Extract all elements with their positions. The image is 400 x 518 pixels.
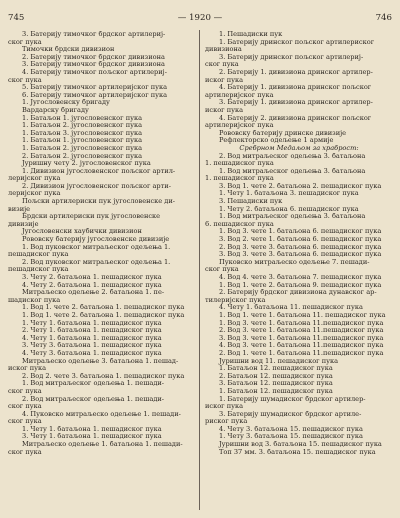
text-line: 3. Пешадиски пук bbox=[219, 198, 283, 206]
text-line: дивизиона bbox=[205, 46, 242, 54]
text-line: 1. Батаљон 2. југословенског пука bbox=[22, 144, 143, 152]
text-line: дивизије bbox=[8, 220, 39, 228]
text-line: 1. Батаљон 12. пешадиског пука bbox=[219, 387, 333, 395]
text-line: 4. Батерију 2. дивизиона дринског пољског bbox=[219, 114, 372, 122]
text-line: пешадиског пука bbox=[8, 266, 69, 274]
text-line: 2. Вод пуковског митраљеског одељења 1. bbox=[22, 258, 171, 266]
text-line: 4. Чету 1. батаљона 11. пешадиског пука bbox=[219, 304, 363, 312]
text-line: 1. Батаљон 1. југословенског пука bbox=[22, 137, 143, 145]
text-line: 2. Вод митраљеског одељења 1. пешади- bbox=[22, 395, 165, 403]
text-line: 4. Батерију 1. дивизиона дринског пољског bbox=[219, 84, 372, 92]
left-column bbox=[8, 31, 196, 511]
text-line: 1. Чету 1. батаљона 1. пешадиског пука bbox=[22, 319, 162, 327]
text-line: 2. Вод 3. чете 1. батаљона 11.пешадиског пука bbox=[219, 327, 384, 335]
text-line: Сребрном Медаљом за храброст: bbox=[239, 144, 359, 152]
text-line: 2. Батерију 1. дивизиона дринског артилер- bbox=[219, 68, 373, 76]
text-line: 6. Батерију тимочког артилеријског пука bbox=[22, 91, 168, 99]
text-line: 3. Чету 1. батаљона 1. пешадиског пука bbox=[22, 433, 162, 441]
text-line: Јуришни вод 3. батаљона 15. пешадиског пука bbox=[219, 441, 382, 449]
text-line: 3. Чету 3. батаљона 1. пешадиског пука bbox=[22, 342, 162, 350]
page-year: — 1920 — bbox=[177, 13, 223, 23]
text-line: Јуришни вод 11. пешадиског пука bbox=[219, 357, 339, 365]
text-line: ског пука bbox=[8, 387, 42, 395]
text-line: риског пука bbox=[205, 418, 248, 426]
text-line: Јуришну чету 2. југословенског пука bbox=[22, 160, 151, 168]
right-column bbox=[205, 31, 393, 511]
text-line: леријског пука bbox=[8, 190, 61, 198]
text-line: Рефлекторско одељење 1 армије bbox=[219, 137, 334, 145]
text-line: 1. Вод пуковског митраљеског одељења 1. bbox=[22, 243, 171, 251]
text-line: 1. пешадиског пука bbox=[205, 160, 274, 168]
text-line: 1. пешадиског пука bbox=[205, 175, 274, 183]
text-line: 3. Батаљон 12. пешадиског пука bbox=[219, 380, 333, 388]
text-line: 3. Батерију тимочког брдског дивизиона bbox=[22, 61, 165, 69]
text-line: ског пука bbox=[205, 61, 239, 69]
text-line: иског пука bbox=[8, 365, 47, 373]
text-line: Рововску батерију дринске дивизије bbox=[219, 129, 347, 137]
text-line: Митраљеско одељење 1. батаљона 1. пешади- bbox=[22, 441, 183, 449]
text-line: 2. Батаљон 2. југословенског пука bbox=[22, 152, 143, 160]
text-line: 4. Вод 4. чете 3. батаљона 7. пешадиског пука bbox=[219, 274, 382, 281]
text-line: ског пука bbox=[205, 266, 239, 274]
text-line: 4. Чету 2. батаљона 1. пешадиског пука bbox=[22, 281, 162, 289]
text-line: 4. Чету 3. батаљона 15. пешадиског пука bbox=[219, 425, 363, 433]
text-line: 2. Вод митраљеског одељења 3. батаљона bbox=[219, 152, 366, 160]
text-line: 2. Вод 2. чете 3. батаљона 1. пешадиског пука bbox=[22, 372, 185, 380]
text-line: 2. Дивизион југословенског пољског арти- bbox=[22, 182, 171, 190]
text-line: 3. Вод 1. чете 2. батаљона 2. пешадиског пука bbox=[219, 182, 382, 190]
text-line: пешадиског пука bbox=[8, 251, 69, 259]
text-line: ског пука bbox=[8, 76, 42, 84]
text-line: 3. Вод 3. чете 1. батаљона 11.пешадиског пука bbox=[219, 334, 384, 342]
text-line: 1. Вод митраљеског одељења 3. батаљона bbox=[219, 167, 366, 175]
text-line: 4. Вод 3. чете 1. батаљона 11.пешадиског пука bbox=[219, 342, 384, 350]
text-line: 1. Вод 1. чете 1. батаљона 11. пешадиског пука bbox=[219, 311, 386, 319]
text-line: Топ 37 мм. 3. батаљона 15. пешадиског пука bbox=[219, 448, 376, 456]
text-line: Митраљеско одељење 3. батаљона 1. пешад- bbox=[22, 357, 179, 365]
text-line: Рововску батерију југословенске дивизије bbox=[22, 236, 170, 244]
text-line: 1. Батаљон 2. југословенског пука bbox=[22, 122, 143, 130]
text-line: 1. Чету 1. батаљона 1. пешадиског пука bbox=[22, 425, 162, 433]
text-line: Тимочки брдски дивизион bbox=[22, 46, 115, 54]
text-line: 1. Чету 3. батаљона 15. пешадиског пука bbox=[219, 433, 363, 441]
text-line: 1. Батаљон 3. југословенског пука bbox=[22, 129, 143, 137]
text-line: иског пука bbox=[205, 106, 244, 114]
text-line: 4. Батерију тимочког пољског артилериј- bbox=[22, 68, 167, 76]
text-line: 1. Батерију дринског пољског артилериског bbox=[219, 38, 375, 46]
text-line: 1. Батаљон 1. југословенског пука bbox=[22, 114, 143, 122]
text-line: артилеријског пука bbox=[205, 91, 274, 99]
text-line: 5. Батерију тимочког артилеријског пука bbox=[22, 84, 168, 92]
text-line: Југословенски хаубички дивизион bbox=[22, 228, 142, 236]
text-line: иског пука bbox=[205, 76, 244, 84]
text-line: 1. Вод 3. чете 1. батаљона 6. пешадиског пука bbox=[219, 228, 382, 236]
text-line: 1. Југословенску бригаду bbox=[22, 99, 110, 107]
text-line: ског пука bbox=[8, 448, 42, 456]
text-line: 1. Вод 3. чете 1. батаљона 11.пешадиског пука bbox=[219, 319, 384, 327]
text-line: 4. Чету 3. батаљона 1. пешадиског пука bbox=[22, 349, 162, 357]
text-line: 1. Чету 2. батаљона 6. пешадиског пука bbox=[219, 205, 359, 213]
text-line: 3. Чету 2. батаљона 1. пешадиског пука bbox=[22, 274, 162, 281]
text-line: 2. Вод 3. чете 3. батаљона 6. пешадиског пука bbox=[219, 243, 382, 251]
text-line: 2. Батаљон 12. пешадиског пука bbox=[219, 372, 333, 380]
text-line: Вардарску бригаду bbox=[22, 106, 89, 114]
text-line: 4. Чету 1. батаљона 1. пешадиског пука bbox=[22, 334, 162, 342]
text-line: 2. Чету 1. батаљона 1. пешадиског пука bbox=[22, 327, 162, 335]
text-line: 1. Дивизион југословенског пољског артил- bbox=[22, 167, 176, 175]
text-line: 6. пешадиског пука bbox=[205, 220, 274, 228]
text-line: 1. Пешадиски пук bbox=[219, 31, 283, 38]
page-number-right: 746 bbox=[375, 13, 392, 23]
text-line: 3. Батерију шумадиског брдског артиле- bbox=[219, 410, 362, 418]
text-line: ског пука bbox=[8, 38, 42, 46]
text-line: 1. Батерију шумадиског брдског артилер- bbox=[219, 395, 366, 403]
column-divider bbox=[199, 30, 200, 510]
text-line: 1. Вод 1. чете 2. батаљона 9. пешадиског пука bbox=[219, 281, 382, 289]
text-line: артилеријског пука bbox=[205, 122, 274, 130]
text-line: Пољски артилериски пук југословенске ди- bbox=[22, 198, 175, 206]
text-line: ског пука bbox=[8, 403, 42, 411]
text-line: тилеријског пука bbox=[205, 296, 266, 304]
text-line: 2. Вод 1. чете 1. батаљона 11.пешадиског пука bbox=[219, 349, 384, 357]
text-line: иског пука bbox=[205, 403, 244, 411]
text-line: 1. Вод митраљеског одељења 3. батаљона bbox=[219, 213, 366, 221]
text-line: Пуковско митраљеско одељење 7. пешади- bbox=[219, 258, 370, 266]
text-line: 3. Батерију дринског пољског артилериј- bbox=[219, 53, 364, 61]
page-header bbox=[8, 12, 392, 24]
text-line: 1. Чету 1. батаљона 3. пешадиског пука bbox=[219, 190, 359, 198]
text-line: ског пука bbox=[8, 418, 42, 426]
text-line: 3. Вод 2. чете 1. батаљона 6. пешадиског пука bbox=[219, 236, 382, 244]
text-line: визије bbox=[8, 205, 31, 213]
text-line: 2. Батерију тимочког брдског дивизиона bbox=[22, 53, 165, 61]
text-line: шадиског пука bbox=[8, 296, 61, 304]
text-line: 3. Батерију тимочког брдског артилериј- bbox=[22, 31, 166, 38]
text-line: Митраљеско одељење 2. батаљона 1. пе- bbox=[22, 289, 165, 297]
text-line: 4. Пуковско митраљеско одељење 1. пешади- bbox=[22, 410, 181, 418]
text-line: 1. Батаљон 12. пешадиског пука bbox=[219, 365, 333, 373]
text-line: 1. Вод 1. чете 2. батаљона 1. пешадиског пука bbox=[22, 311, 185, 319]
page-number-left: 745 bbox=[8, 13, 25, 23]
text-line: 2. Батерију брдског дивизиона дунавског ар- bbox=[219, 289, 377, 297]
text-line: Брдски артилериски пук југословенске bbox=[22, 213, 161, 221]
text-line: 3. Вод 3. чете 3. батаљона 6. пешадиског пука bbox=[219, 251, 382, 259]
text-line: 1. Вод митраљеског одељења 1. пешади- bbox=[22, 380, 165, 388]
text-line: 1. Вод 1. чете 2. батаљона 1. пешадиског пука bbox=[22, 304, 185, 312]
text-line: 3. Батерију 1. дивизиона дринског артилер- bbox=[219, 99, 373, 107]
text-line: леријског пука bbox=[8, 175, 61, 183]
